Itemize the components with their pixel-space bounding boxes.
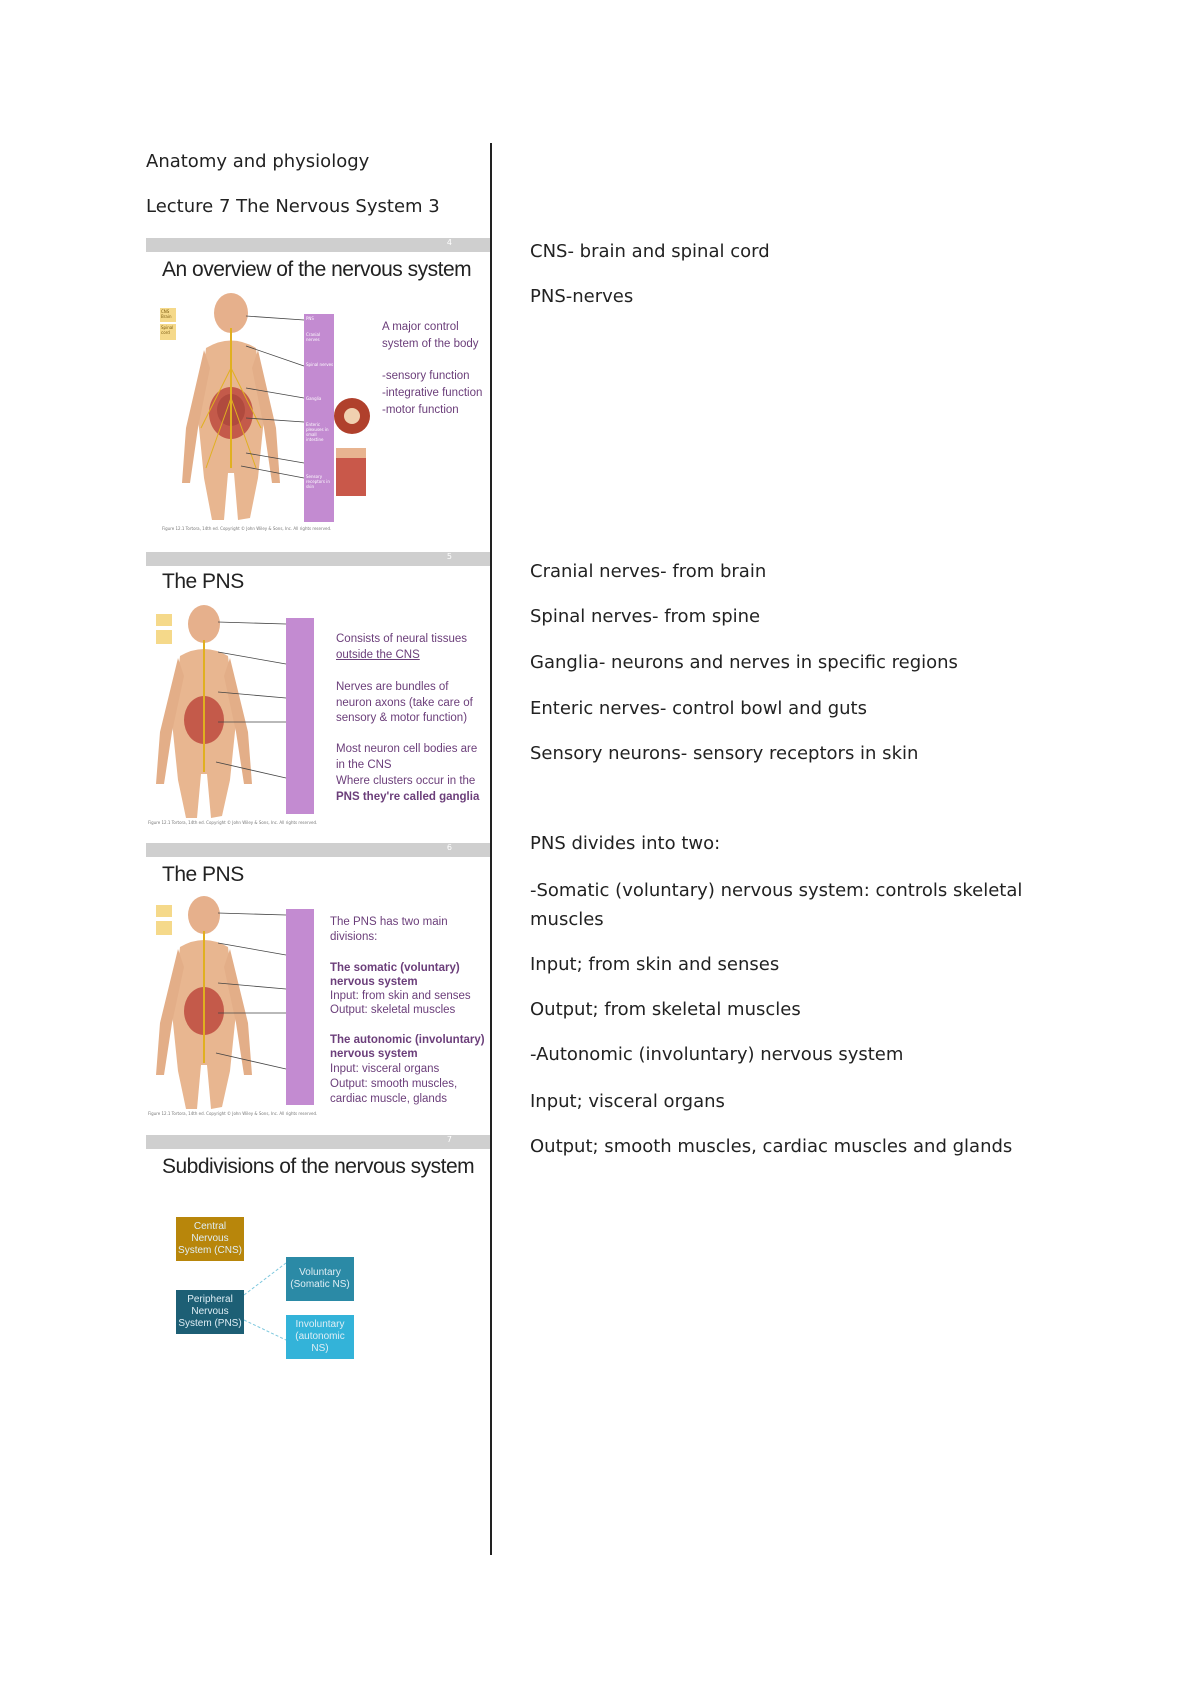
slide-text: nervous system bbox=[330, 1048, 418, 1060]
slide-text: outside the CNS bbox=[336, 649, 420, 661]
cns-tag bbox=[156, 614, 172, 626]
slide-overview bbox=[146, 238, 490, 550]
slide-text: -motor function bbox=[382, 404, 459, 416]
slide-text: Consists of neural tissues bbox=[336, 633, 468, 645]
note-line: PNS divides into two: bbox=[530, 833, 721, 854]
slide-text: cardiac muscle, glands bbox=[330, 1093, 447, 1105]
slide-text: nervous system bbox=[330, 976, 418, 988]
slide-text: The somatic (voluntary) bbox=[330, 962, 460, 974]
note-line: Enteric nerves- control bowl and guts bbox=[530, 698, 867, 719]
slide-subdivisions bbox=[146, 1135, 490, 1415]
slide-text: The PNS has two main bbox=[330, 916, 448, 928]
slide-title: The PNS bbox=[162, 570, 244, 593]
slide-pns-divisions bbox=[146, 843, 490, 1133]
slide-text: Input: visceral organs bbox=[330, 1063, 440, 1075]
note-line: Output; smooth muscles, cardiac muscles and glands bbox=[530, 1136, 1013, 1157]
slide-number: 5 bbox=[446, 552, 452, 561]
slide-number: 6 bbox=[446, 843, 452, 852]
slide-title: The PNS bbox=[162, 863, 244, 886]
slide-text: divisions: bbox=[330, 931, 378, 943]
slide-text: Most neuron cell bodies are bbox=[336, 743, 478, 755]
spinal-cord-tag: Spinal cord bbox=[160, 324, 176, 340]
figure-credit: Figure 12.1 Tortora, 14th ed. Copyright © John Wiley & Sons, Inc. All rights reserved. bbox=[162, 526, 332, 531]
note-line: Cranial nerves- from brain bbox=[530, 561, 767, 582]
slide-title: Subdivisions of the nervous system bbox=[162, 1155, 475, 1178]
note-line: Input; from skin and senses bbox=[530, 954, 780, 975]
cns-tag bbox=[156, 905, 172, 917]
slide-text: Where clusters occur in the bbox=[336, 775, 476, 787]
course-title: Anatomy and physiology bbox=[146, 151, 370, 172]
note-line: Ganglia- neurons and nerves in specific regions bbox=[530, 652, 958, 673]
cns-box: Central Nervous System (CNS) bbox=[176, 1217, 244, 1261]
slide-text: system of the body bbox=[382, 338, 479, 350]
lecture-title: Lecture 7 The Nervous System 3 bbox=[146, 196, 440, 217]
slide-number: 7 bbox=[446, 1135, 452, 1144]
column-divider bbox=[490, 143, 492, 1555]
note-line: -Autonomic (involuntary) nervous system bbox=[530, 1044, 904, 1065]
slide-title: An overview of the nervous system bbox=[162, 258, 472, 281]
figure-credit: Figure 12.1 Tortora, 14th ed. Copyright © John Wiley & Sons, Inc. All rights reserved. bbox=[148, 820, 318, 825]
slide-pns bbox=[146, 552, 490, 842]
note-line: PNS-nerves bbox=[530, 286, 634, 307]
slide-text: neuron axons (take care of bbox=[336, 697, 473, 709]
note-line: muscles bbox=[530, 909, 604, 930]
slide-text: -sensory function bbox=[382, 370, 470, 382]
slide-text: Output: skeletal muscles bbox=[330, 1004, 456, 1016]
slide-number: 4 bbox=[446, 238, 452, 247]
pns-bar bbox=[286, 909, 314, 1105]
slide-text: A major control bbox=[382, 321, 459, 333]
slide-text: Nerves are bundles of bbox=[336, 681, 449, 693]
slide-text: Input: from skin and senses bbox=[330, 990, 471, 1002]
note-line: Sensory neurons- sensory receptors in skin bbox=[530, 743, 919, 764]
pns-bar: PNS Cranial nerves Spinal nerves Ganglia Enteric plexuses in small intestine Sensory receptors in skin bbox=[304, 314, 334, 522]
slide-text: The autonomic (involuntary) bbox=[330, 1034, 485, 1046]
figure-credit: Figure 12.1 Tortora, 14th ed. Copyright © John Wiley & Sons, Inc. All rights reserved. bbox=[148, 1111, 318, 1116]
slide-text: in the CNS bbox=[336, 759, 392, 771]
note-line: Spinal nerves- from spine bbox=[530, 606, 761, 627]
note-line: -Somatic (voluntary) nervous system: controls skeletal bbox=[530, 880, 1023, 901]
pns-bar bbox=[286, 618, 314, 814]
spinal-cord-tag bbox=[156, 630, 172, 644]
slide-text: PNS they're called ganglia bbox=[336, 791, 480, 803]
note-line: Input; visceral organs bbox=[530, 1091, 725, 1112]
voluntary-box: Voluntary (Somatic NS) bbox=[286, 1257, 354, 1301]
pns-box: Peripheral Nervous System (PNS) bbox=[176, 1290, 244, 1334]
spinal-cord-tag bbox=[156, 921, 172, 935]
note-line: CNS- brain and spinal cord bbox=[530, 241, 770, 262]
slide-text: -integrative function bbox=[382, 387, 483, 399]
involuntary-box: Involuntary (autonomic NS) bbox=[286, 1315, 354, 1359]
cns-tag: CNS Brain bbox=[160, 308, 176, 322]
slide-text: sensory & motor function) bbox=[336, 712, 468, 724]
slide-text: Output: smooth muscles, bbox=[330, 1078, 458, 1090]
note-line: Output; from skeletal muscles bbox=[530, 999, 801, 1020]
